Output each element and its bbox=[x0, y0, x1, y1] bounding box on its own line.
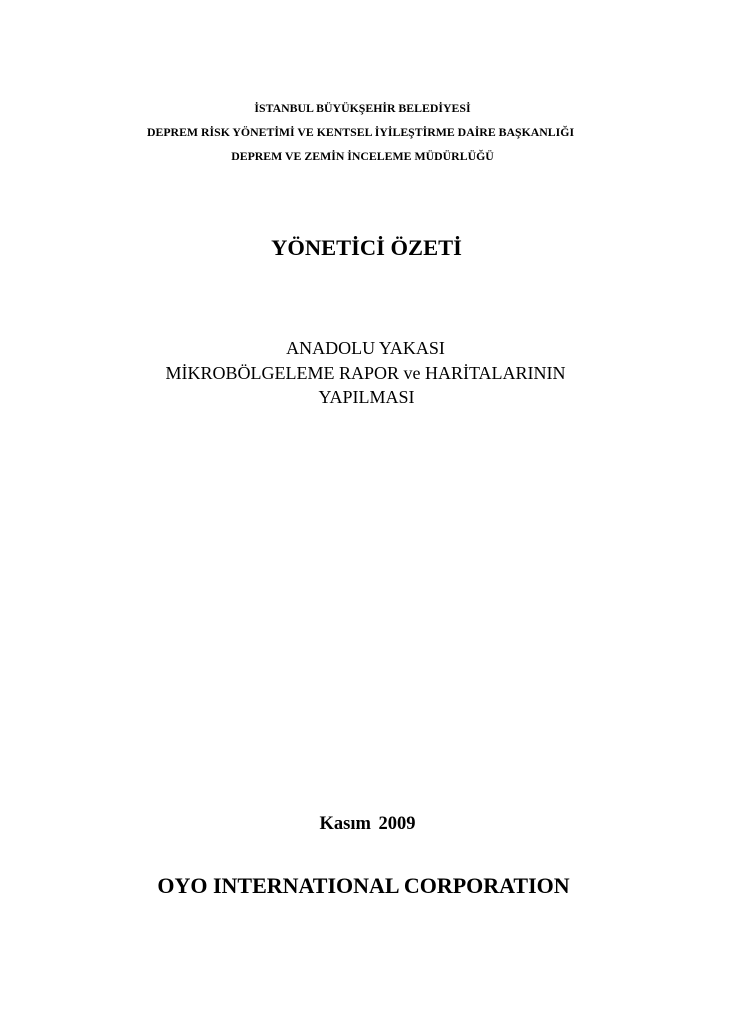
project-title-line-1: ANADOLU YAKASI bbox=[286, 338, 445, 358]
document-title: YÖNETİCİ ÖZETİ bbox=[271, 235, 462, 260]
header-municipality: İSTANBUL BÜYÜKŞEHİR BELEDİYESİ bbox=[254, 101, 471, 115]
header-department: DEPREM RİSK YÖNETİMİ VE KENTSEL İYİLEŞTİRME DAİRE BAŞKANLIĞI bbox=[146, 125, 575, 139]
project-title-line-3: YAPILMASI bbox=[318, 387, 415, 407]
project-title-line-2: MİKROBÖLGELEME RAPOR ve HARİTALARININ bbox=[165, 363, 566, 383]
company-name: OYO INTERNATIONAL CORPORATION bbox=[157, 873, 570, 898]
document-date: Kasım 2009 bbox=[319, 814, 416, 834]
header-directorate: DEPREM VE ZEMİN İNCELEME MÜDÜRLÜĞÜ bbox=[231, 149, 494, 163]
